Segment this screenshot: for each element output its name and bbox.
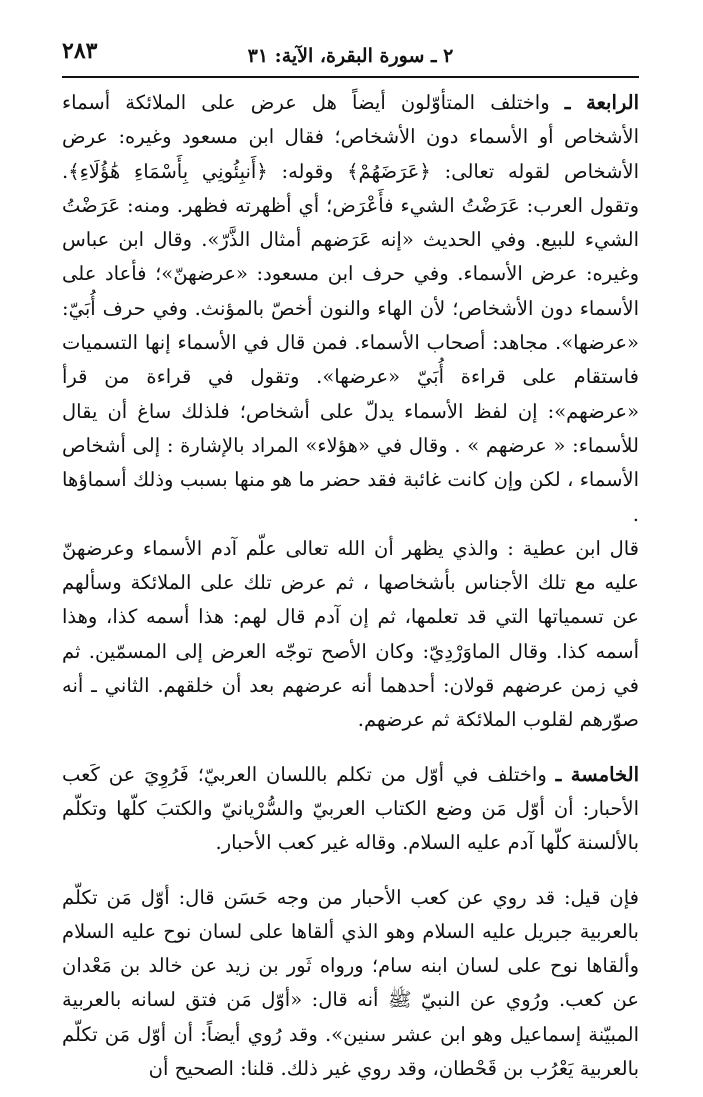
section-heading: الرابعة ـ (564, 91, 640, 114)
paragraph-text: واختلف في أوّل من تكلم باللسان العربيّ؛ فَرُوِيَ عن كَعب الأحبار: أن أوّل مَن وضع الكتاب العربيّ والسُّرْيانيّ والكتبَ كلّها وتكلّم بالألسنة كلّها آدم عليه السلام. وقاله غير كعب الأحبار. (62, 762, 639, 855)
paragraph-text: واختلف المتأوّلون أيضاً هل عرض على الملائكة أسماء الأشخاص أو الأسماء دون الأشخاص؛ فقال ابن مسعود وغيره: عرض الأشخاص لقوله تعالى: ﴿عَرَضَهُمْ﴾ وقوله: ﴿أَنبِئُونِي بِأَسْمَاءِ هَٰؤُلَاءِ﴾. وتقول العرب: عَرَضْتُ الشيء فأَعْرَض؛ أي أظهرته فظهر. ومنه: عَرَضْتُ الشيء للبيع. وفي الحديث «إنه عَرَضهم أمثال الذَّرّ». وقال ابن عباس وغيره: عرض الأسماء. وفي حرف ابن مسعود: «عرضهنّ»؛ فأعاد على الأسماء دون الأشخاص؛ لأن الهاء والنون أخصّ بالمؤنث. وفي حرف أُبَيّ: «عرضها». مجاهد: أصحاب الأسماء. فمن قال في الأسماء إنها التسميات فاستقام على قراءة أُبَيّ «عرضها». وتقول في قراءة من قرأ «عرضهم»: إن لفظ الأسماء يدلّ على أشخاص؛ فلذلك ساغ أن يقال للأسماء: « عرضهم » . وقال في «هؤلاء» المراد بالإشارة : إلى أشخاص الأسماء ، لكن وإن كانت غائبة فقد حضر ما هو منها بسبب وذلك أسماؤها . (62, 91, 639, 526)
running-title: ٢ ـ سورة البقرة، الآية: ٣١ (247, 45, 454, 67)
paragraph-4 (62, 86, 639, 532)
paragraph-objection (62, 881, 639, 1087)
paragraph-ibn-atiyya (62, 532, 639, 738)
page-number: ٢٨٣ (62, 38, 98, 64)
section-heading: الخامسة ـ (555, 762, 639, 786)
paragraph-5 (62, 758, 639, 861)
paragraph-text: فإن قيل: قد روي عن كعب الأحبار من وجه حَسَن قال: أوّل مَن تكلّم بالعربية جبريل عليه السلام وهو الذي ألقاها على لسان نوح عليه السلام وألقاها نوح على لسان ابنه سام؛ ورواه ثَور بن زيد عن خالد بن مَعْدان عن كعب. ورُوي عن النبيّ ﷺ أنه قال: «أوّل مَن فتق لسانه بالعربية المبيّنة إسماعيل وهو ابن عشر سنين». وقد رُوي أيضاً: أن أوّل مَن تكلّم بالعربية يَعْرُب بن قَحْطان، وقد روي غير ذلك. قلنا: الصحيح أن (62, 885, 639, 1081)
paragraph-text: قال ابن عطية : والذي يظهر أن الله تعالى علّم آدم الأسماء وعرضهنّ عليه مع تلك الأجناس بأشخاصها ، ثم عرض تلك على الملائكة وسألهم عن تسمياتها التي قد تعلمها، ثم إن آدم قال لهم: هذا أسمه كذا، وهذا أسمه كذا. وقال الماوَرْدِيّ: وكان الأصح توجّه العرض إلى المسمّين. ثم في زمن عرضهم قولان: أحدهما أنه عرضهم بعد أن خلقهم. الثاني ـ أنه صوّرهم لقلوب الملائكة ثم عرضهم. (62, 536, 639, 732)
page-header (62, 36, 639, 78)
page-body (62, 86, 639, 1086)
